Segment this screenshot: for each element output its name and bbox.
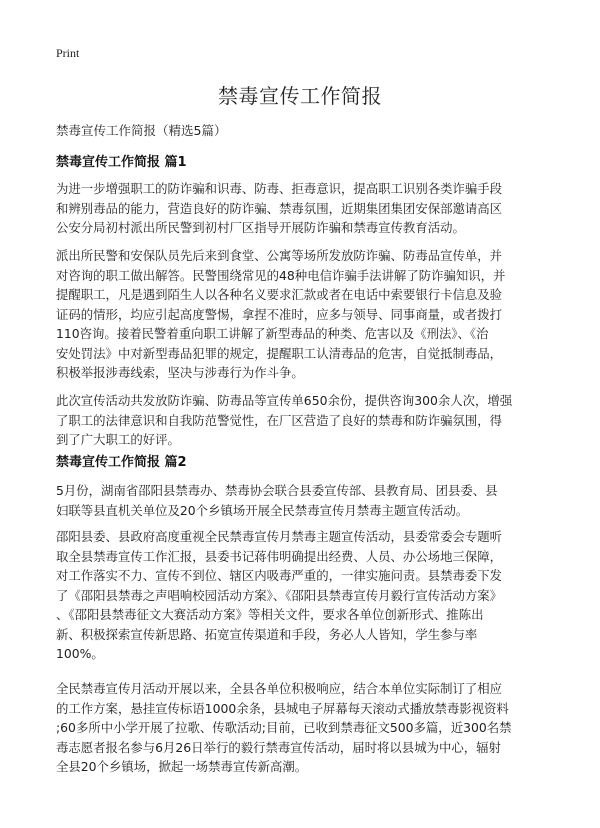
- text-line: 的工作方案，悬挂宣传标语1000余条，县城电子屏幕每天滚动式播放禁毒影视资料: [56, 700, 509, 716]
- section-heading-1: 禁毒宣传工作简报 篇1: [56, 155, 187, 170]
- text-line: 毒志愿者报名参与6月26日举行的毅行禁毒宣传活动，届时将以县城为中心，辐射: [56, 739, 501, 755]
- text-line: 110咨询。接着民警着重向职工讲解了新型毒品的种类、危害以及《刑法》、《治: [56, 326, 489, 341]
- text-line: 提醒职工，凡是遇到陌生人以各种名义要求汇款或者在电话中索要银行卡信息及验: [56, 287, 503, 302]
- text-line: 5月份，湖南省邵阳县禁毒办、禁毒协会联合县委宣传部、县教育局、团县委、县: [56, 483, 498, 498]
- text-line: 对咨询的职工做出解答。民警围绕常见的48种电信诈骗手法讲解了防诈骗知识，并: [56, 267, 506, 283]
- paragraph: [56, 246, 552, 383]
- text-line: 积极举报涉毒线索，坚决与涉毒行为作斗争。: [56, 365, 304, 380]
- text-line: 、《邵阳县禁毒征文大赛活动方案》等相关文件，要求各单位创新形式、推陈出: [56, 607, 484, 622]
- text-line: 为进一步增强职工的防诈骗和识毒、防毒、拒毒意识，提高职工识别各类诈骗手段: [56, 181, 503, 196]
- print-link[interactable]: Print: [56, 46, 80, 60]
- text-line: 安处罚法》中对新型毒品犯罪的规定，提醒职工认清毒品的危害，自觉抵制毒品，: [56, 345, 503, 361]
- text-line: 新、积极探索宣传新思路、拓宽宣传渠道和手段，务必人人皆知，学生参与率: [56, 626, 478, 642]
- text-line: 到了广大职工的好评。: [56, 432, 180, 447]
- paragraph: [56, 391, 552, 450]
- section-heading-2: 禁毒宣传工作简报 篇2: [56, 455, 187, 470]
- text-line: 全民禁毒宣传月活动开展以来，全县各单位积极响应，结合本单位实际制订了相应: [56, 681, 503, 696]
- text-line: ;60多所中小学开展了拉歌、传歌活动;目前，已收到禁毒征文500多篇，近300名禁: [56, 720, 512, 735]
- text-line: 和辨别毒品的能力，营造良好的防诈骗、禁毒氛围，近期集团集团安保部邀请高区: [56, 200, 503, 216]
- paragraph: [56, 679, 552, 777]
- text-line: 取全县禁毒宣传工作汇报，县委书记蒋伟明确提出经费、人员、办公场地三保障，: [56, 548, 503, 564]
- text-line: 证码的情形，均应引起高度警惕，拿捏不准时，应多与领导、同事商量，或者拨打: [56, 306, 503, 322]
- text-line: 了《邵阳县禁毒之声唱响校园活动方案》、《邵阳县禁毒宣传月毅行宣传活动方案》: [56, 587, 503, 603]
- text-line: 邵阳县委、县政府高度重视全民禁毒宣传月禁毒主题宣传活动，县委常委会专题听: [56, 529, 503, 544]
- text-line: 妇联等县直机关单位及20个乡镇场开展全民禁毒宣传月禁毒主题宣传活动。: [56, 502, 469, 518]
- document-subtitle: 禁毒宣传工作简报（精选5篇）: [56, 123, 227, 138]
- paragraph: [56, 179, 552, 238]
- text-line: 公安分局初村派出所民警到初村厂区指导开展防诈骗和禁毒宣传教育活动。: [56, 220, 465, 235]
- page-title: 禁毒宣传工作简报: [218, 84, 382, 108]
- text-line: 此次宣传活动共发放防诈骗、防毒品等宣传单650余份，提供咨询300余人次，增强: [56, 393, 513, 408]
- text-line: 了职工的法律意识和自我防范警觉性，在厂区营造了良好的禁毒和防诈骗氛围，得: [56, 412, 503, 428]
- paragraph: [56, 481, 552, 520]
- paragraph: [56, 527, 552, 664]
- text-line: 对工作落实不力、宣传不到位、辖区内吸毒严重的，一律实施问责。县禁毒委下发: [56, 568, 503, 583]
- text-line: 100%。: [56, 646, 104, 661]
- text-line: 派出所民警和安保队员先后来到食堂、公寓等场所发放防诈骗、防毒品宣传单，并: [56, 248, 503, 263]
- text-line: 全县20个乡镇场，掀起一场禁毒宣传新高潮。: [56, 759, 308, 774]
